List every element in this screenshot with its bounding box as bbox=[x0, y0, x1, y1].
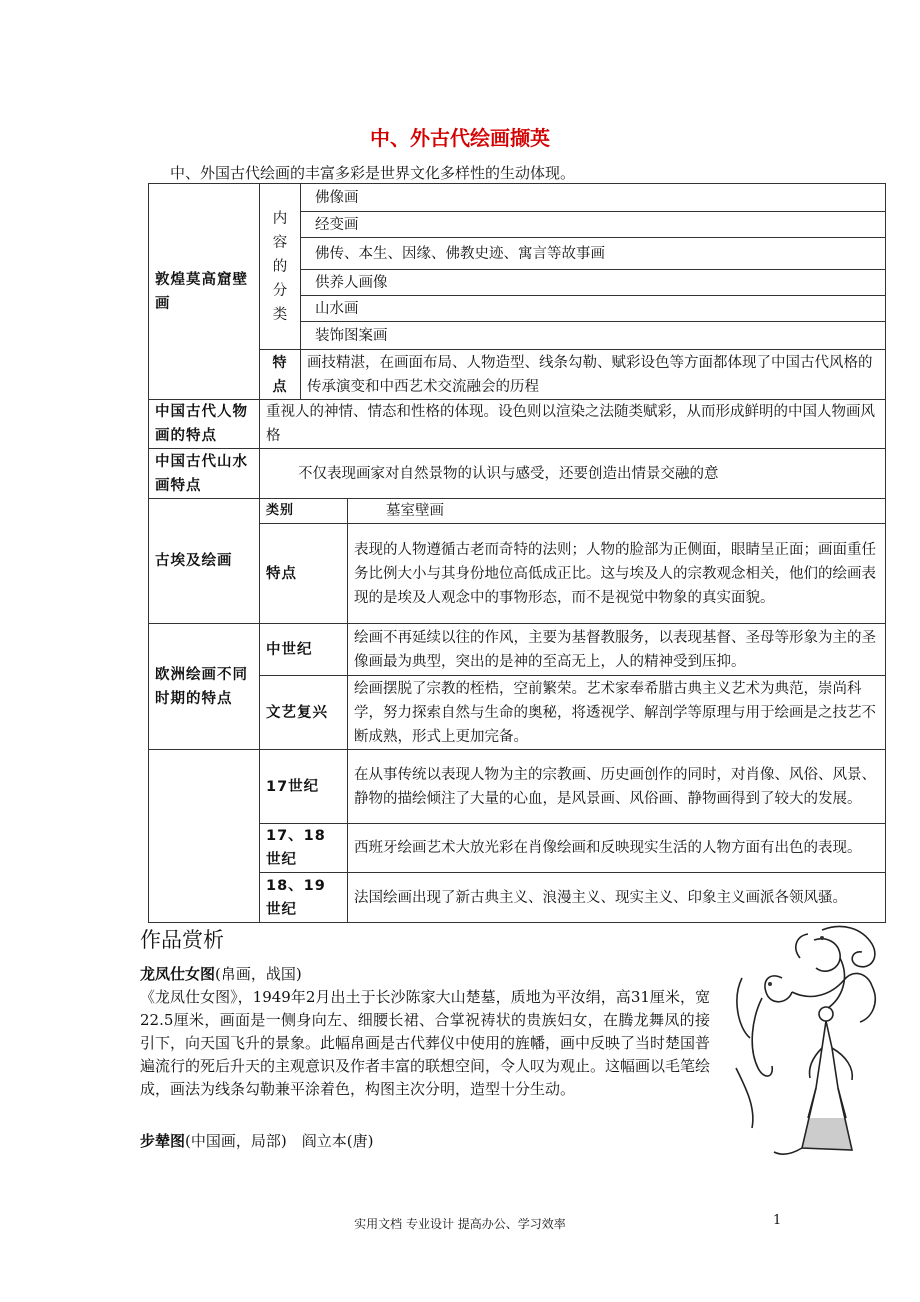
content-item: 供养人画像 bbox=[301, 270, 886, 296]
content-char: 分 bbox=[272, 282, 288, 299]
content-category-label bbox=[260, 184, 301, 350]
europe-label-continued bbox=[149, 750, 260, 923]
work1-heading bbox=[140, 963, 710, 986]
period-name: 中世纪 bbox=[260, 624, 348, 676]
egypt-category-value: 墓室壁画 bbox=[348, 499, 886, 524]
content-item: 装饰图案画 bbox=[301, 322, 886, 350]
appreciation-heading: 作品赏析 bbox=[140, 928, 224, 952]
content-char: 内 bbox=[272, 210, 288, 227]
content-char: 的 bbox=[272, 258, 288, 275]
intro-text: 中、外国古代绘画的丰富多彩是世界文化多样性的生动体现。 bbox=[170, 164, 576, 182]
egypt-category-label: 类别 bbox=[260, 499, 348, 524]
work2-meta: (中国画，局部) 阎立本(唐) bbox=[185, 1132, 374, 1150]
dunhuang-feature-text: 画技精湛，在画面布局、人物造型、线条勾勒、赋彩设色等方面都体现了中国古代风格的传承演变和中西艺术交流融会的历程 bbox=[301, 350, 886, 400]
feature-char: 特 bbox=[272, 354, 288, 371]
dunhuang-label: 敦煌莫高窟壁画 bbox=[149, 184, 260, 400]
content-char: 类 bbox=[272, 306, 288, 323]
egypt-feature-label: 特点 bbox=[260, 524, 348, 624]
content-item: 经变画 bbox=[301, 212, 886, 238]
period-text: 绘画不再延续以往的作风，主要为基督教服务，以表现基督、圣母等形象为主的圣像画最为典型，突出的是神的至高无上，人的精神受到压抑。 bbox=[348, 624, 886, 676]
period-text: 西班牙绘画艺术大放光彩在肖像绘画和反映现实生活的人物方面有出色的表现。 bbox=[348, 824, 886, 873]
work1-description: 《龙凤仕女图》，1949年2月出土于长沙陈家大山楚墓，质地为平汝绢，高31厘米，宽22.5厘米，画面是一侧身向左、细腰长裙、合掌祝祷状的贵族妇女，在腾龙舞凤的接引下，向天国飞升的景象。此幅帛画是古代葬仪中使用的旌幡，画中反映了当时楚国普遍流行的死后升天的主观意识及作者丰富的联想空间，令人叹为观止。这幅画以毛笔绘成，画法为线条勾勒兼平涂着色，构图主次分明，造型十分生动。 bbox=[140, 988, 711, 1098]
painting-summary-table bbox=[148, 183, 886, 923]
figure-painting-label: 中国古代人物画的特点 bbox=[149, 400, 260, 449]
egypt-label: 古埃及绘画 bbox=[149, 499, 260, 624]
work2-title: 步辇图 bbox=[140, 1132, 186, 1150]
content-item: 佛像画 bbox=[301, 184, 886, 212]
period-name: 17世纪 bbox=[260, 750, 348, 824]
landscape-text: 不仅表现画家对自然景物的认识与感受，还要创造出情景交融的意 bbox=[260, 449, 886, 499]
content-item: 佛传、本生、因缘、佛教史迹、寓言等故事画 bbox=[301, 238, 886, 270]
figure-painting-text: 重视人的神情、情态和性格的体现。设色则以渲染之法随类赋彩，从而形成鲜明的中国人物画风格 bbox=[260, 400, 886, 449]
period-text: 在从事传统以表现人物为主的宗教画、历史画创作的同时，对肖像、风俗、风景、静物的描绘倾注了大量的心血，是风景画、风俗画、静物画得到了较大的发展。 bbox=[348, 750, 886, 824]
work1-meta: (帛画，战国) bbox=[215, 965, 302, 983]
content-char: 容 bbox=[272, 234, 288, 251]
page-footer: 实用文档 专业设计 提高办公、学习效率 bbox=[354, 1217, 566, 1231]
period-text: 绘画摆脱了宗教的桎梏，空前繁荣。艺术家奉希腊古典主义艺术为典范，崇尚科学，努力探索自然与生命的奥秘，将透视学、解剖学等原理与用于绘画是之技艺不断成熟，形式上更加完备。 bbox=[348, 676, 886, 750]
period-name: 17、18世纪 bbox=[260, 824, 348, 873]
period-name: 文艺复兴 bbox=[260, 676, 348, 750]
work1-title: 龙凤仕女图 bbox=[140, 965, 216, 983]
europe-label: 欧洲绘画不同时期的特点 bbox=[149, 624, 260, 750]
page-number: 1 bbox=[773, 1213, 782, 1228]
egypt-feature-text: 表现的人物遵循古老而奇特的法则；人物的脸部为正侧面，眼睛呈正面；画面重任务比例大小与其身份地位高低成正比。这与埃及人的宗教观念相关，他们的绘画表现的是埃及人观念中的事物形态，而不是视觉中物象的真实面貌。 bbox=[348, 524, 886, 624]
content-item: 山水画 bbox=[301, 296, 886, 322]
period-text: 法国绘画出现了新古典主义、浪漫主义、现实主义、印象主义画派各领风骚。 bbox=[348, 873, 886, 923]
dragon-phoenix-lady-illustration bbox=[722, 918, 892, 1168]
feature-char: 点 bbox=[272, 378, 288, 395]
landscape-label: 中国古代山水画特点 bbox=[149, 449, 260, 499]
feature-label bbox=[260, 350, 301, 400]
page-title: 中、外古代绘画撷英 bbox=[370, 126, 550, 150]
period-name: 18、19世纪 bbox=[260, 873, 348, 923]
work2-heading bbox=[140, 1130, 710, 1153]
